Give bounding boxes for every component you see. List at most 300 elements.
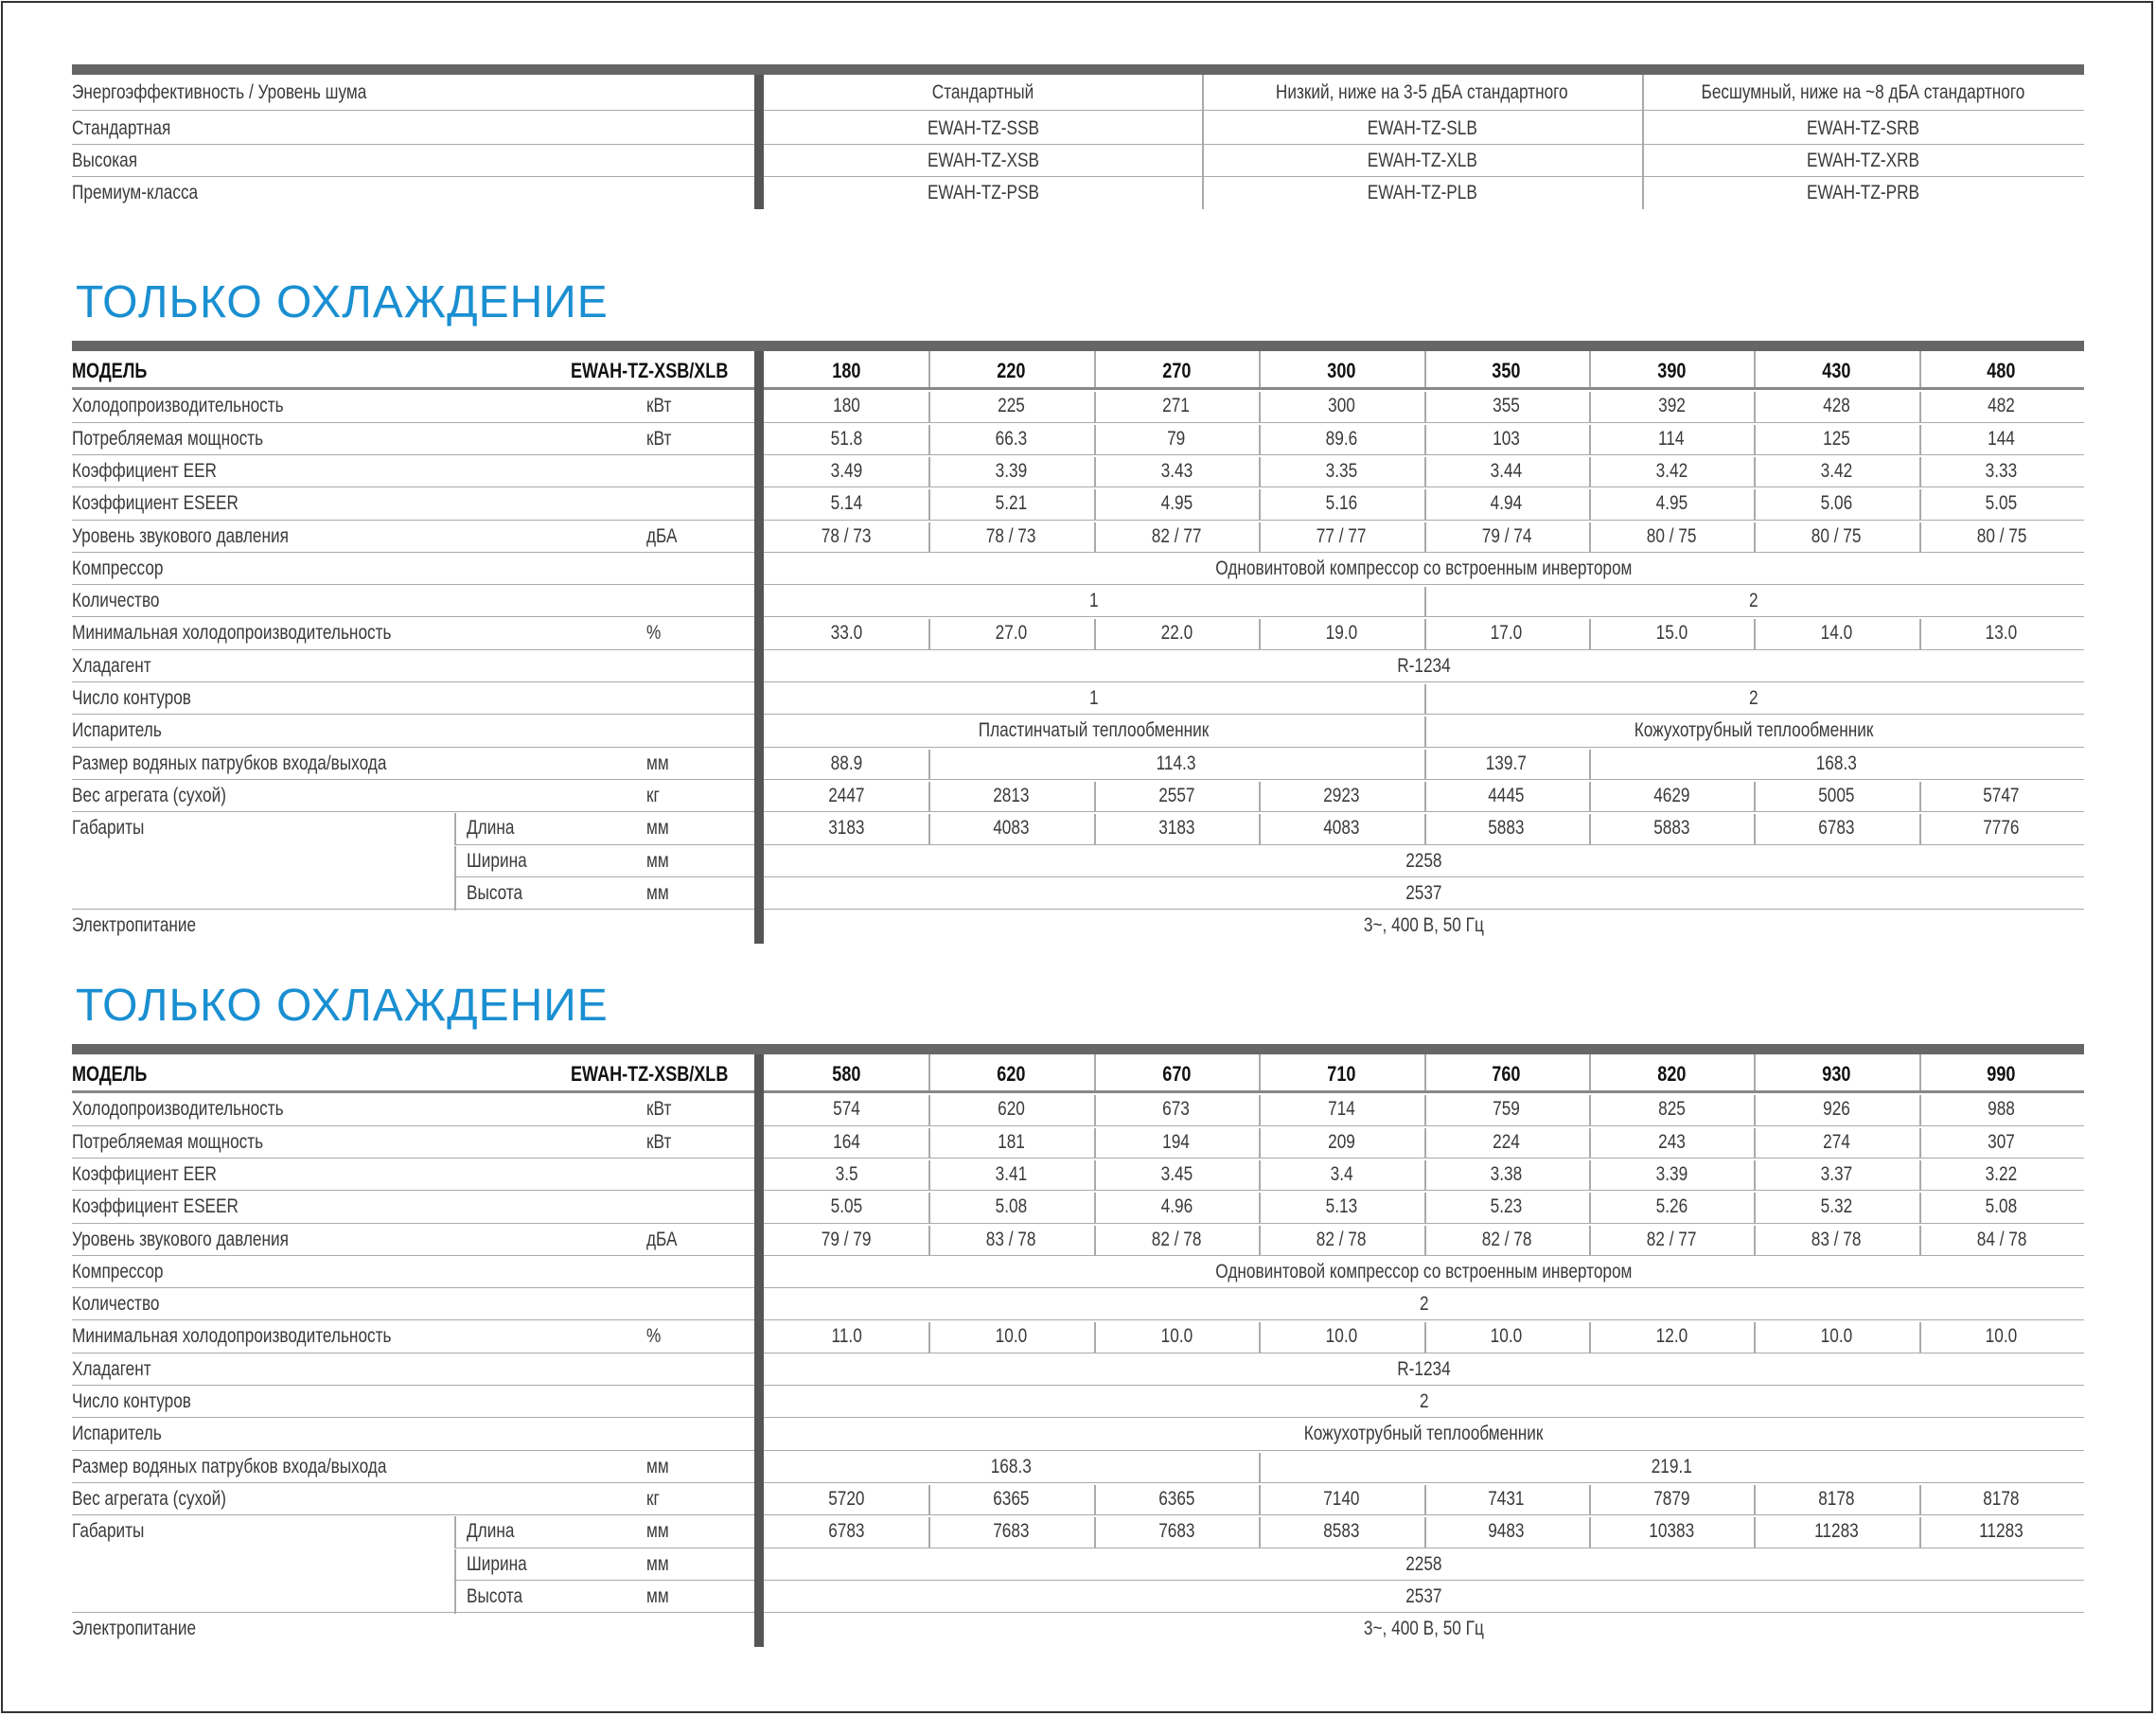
value-cell [928,521,1093,553]
value-cell [928,1159,1093,1191]
row-label: Холодопроизводительность [72,1098,284,1121]
model-col-divider [1919,351,1921,387]
value-cell-text: 428 [1823,395,1850,417]
model-col-divider [928,1054,930,1090]
row-unit: кВт [646,395,672,417]
value-cell [1919,455,2084,487]
value-cell [1259,390,1423,422]
value-cell-text: 3.39 [995,459,1028,482]
model-column-header [1259,355,1423,387]
model-column-header [1424,355,1589,387]
value-cell-text: 19.0 [1325,622,1358,645]
legend-row-label: Стандартная [72,117,171,139]
value-cell-text: 5720 [828,1487,865,1510]
row-sublabel: Длина [467,817,515,840]
row-label: Испаритель [72,719,162,742]
value-cell-text: 2537 [1405,881,1442,904]
value-cell [1919,487,2084,520]
value-cell [928,423,1093,455]
legend-cell [764,113,1202,145]
value-cell [764,1126,928,1159]
value-cell [764,1191,928,1223]
row-unit: % [646,1325,662,1348]
value-cell-text: 114 [1658,427,1685,450]
value-cell-text: 8178 [1983,1487,2020,1510]
model-column-header [1754,1058,1918,1090]
value-cell-text: 3.38 [1490,1162,1523,1185]
model-column-header [1259,1058,1423,1090]
value-cell [1094,812,1259,844]
legend-cell [764,145,1202,177]
row-label: Минимальная холодопроизводительность [72,1325,392,1348]
value-cell [1754,1093,1918,1125]
sub-divider [454,1582,456,1614]
row-unit: дБА [646,524,678,547]
sub-divider [454,878,456,911]
value-cell [1919,1093,2084,1125]
value-cell-text: 2258 [1405,1552,1442,1575]
value-cell [1094,423,1259,455]
value-cell-text: 3.44 [1490,459,1523,482]
value-cell [1919,423,2084,455]
model-column-header-text: 670 [1161,1062,1191,1086]
model-col-divider [928,351,930,387]
legend-cell [764,177,1202,209]
value-cell [1424,585,2085,617]
value-cell [1424,423,1589,455]
value-cell-text: 12.0 [1655,1325,1688,1348]
legend-cell [1202,177,1642,209]
row-unit: кВт [646,1098,672,1121]
value-cell-text: 274 [1823,1130,1850,1153]
model-column-header [1919,355,2084,387]
value-cell [764,1451,1259,1483]
sub-divider [454,846,456,878]
value-cell [1094,390,1259,422]
value-cell-text: 10.0 [1325,1325,1358,1348]
row-sublabel: Ширина [467,849,527,872]
value-cell [1754,1126,1918,1159]
value-cell-text: 3.49 [830,459,862,482]
value-cell [1094,1515,1259,1548]
value-cell [764,1093,928,1125]
value-cell [1094,1126,1259,1159]
value-cell-text: 2537 [1405,1584,1442,1607]
model-column-header [1094,1058,1259,1090]
table-divider [754,1054,764,1647]
value-cell [1259,1451,2084,1483]
value-cell [928,487,1093,520]
value-cell [1259,521,1423,553]
value-cell [1754,521,1918,553]
value-cell [764,650,2084,682]
row-label: Холодопроизводительность [72,395,284,417]
row-unit: мм [646,752,669,774]
value-cell-text: 144 [1988,427,2016,450]
value-cell [1589,1320,1754,1353]
value-cell [764,1581,2084,1613]
value-cell-text: 139.7 [1486,752,1528,774]
value-cell [1919,1483,2084,1515]
row-sublabel: Высота [467,1584,523,1607]
value-cell-text: 7140 [1323,1487,1360,1510]
value-cell [764,1224,928,1256]
legend-cell-text: EWAH-TZ-SSB [927,117,1039,139]
value-cell-text: 6365 [1158,1487,1195,1510]
legend-row-label: Высокая [72,150,138,171]
value-cell-text: 3183 [828,817,865,840]
value-cell [1094,1159,1259,1191]
value-cell-text: 22.0 [1160,622,1193,645]
value-cell [764,780,928,812]
value-cell-text: 3.43 [1160,459,1193,482]
value-cell [1424,1515,1589,1548]
value-cell [1589,812,1754,844]
row-label: Коэффициент EER [72,459,218,482]
value-cell-text: 224 [1493,1130,1521,1153]
row-unit: мм [646,1584,669,1607]
legend-cell-text: EWAH-TZ-XSB [927,150,1039,171]
value-cell-text: 3.35 [1325,459,1358,482]
value-cell [928,1515,1093,1548]
legend-header-3-text: Бесшумный, ниже на ~8 дБА стандартного [1701,81,2025,103]
value-cell [764,812,928,844]
legend-col-divider [1642,75,1644,209]
value-cell-text: 80 / 75 [1646,524,1697,547]
model-column-header-text: 350 [1492,359,1521,382]
value-cell [764,585,1424,617]
value-cell [1094,1191,1259,1223]
value-cell [764,1256,2084,1288]
model-column-header [928,355,1093,387]
value-cell [1424,390,1589,422]
value-cell [1589,390,1754,422]
value-cell-text: 7879 [1652,1487,1690,1510]
model-column-header [764,355,928,387]
legend-cell [1642,145,2084,177]
value-cell [1424,682,2085,715]
section-title: ТОЛЬКО ОХЛАЖДЕНИЕ [76,981,609,1031]
legend-cell [1202,113,1642,145]
value-cell-text: 89.6 [1325,427,1358,450]
legend-header-1-text: Стандартный [931,81,1034,103]
value-cell-text: 3.42 [1655,459,1688,482]
value-cell [764,1418,2084,1450]
value-cell-text: 11.0 [831,1325,862,1348]
value-cell-text: 714 [1327,1098,1355,1121]
value-cell [1589,1126,1754,1159]
value-cell [764,682,1424,715]
value-cell [1919,812,2084,844]
row-sublabel: Длина [467,1520,515,1543]
row-label: Число контуров [72,1390,191,1412]
value-cell-text: 5.06 [1820,492,1853,515]
value-cell [1754,780,1918,812]
legend-cell-text: EWAH-TZ-SLB [1367,117,1477,139]
value-cell-text: 164 [832,1130,860,1153]
row-label: Хладагент [72,654,151,677]
value-cell [928,390,1093,422]
value-cell [928,1093,1093,1125]
value-cell-text: 51.8 [830,427,862,450]
value-cell [764,617,928,649]
value-cell-text: 219.1 [1651,1455,1692,1477]
value-cell [1589,1159,1754,1191]
value-cell [764,1288,2084,1320]
value-cell-text: 2 [1749,687,1759,709]
row-label: Число контуров [72,687,191,709]
row-label: Потребляемая мощность [72,427,264,450]
value-cell [928,1320,1093,1353]
value-cell-text: 2 [1419,1293,1429,1316]
value-cell-text: 3.4 [1330,1162,1353,1185]
row-sublabel: Высота [467,881,523,904]
value-cell-text: 78 / 73 [986,524,1036,547]
value-cell [1424,1191,1589,1223]
model-series: EWAH-TZ-XSB/XLB [571,359,729,382]
model-column-header-text: 180 [832,359,861,382]
value-cell [1094,780,1259,812]
value-cell-text: 5.08 [995,1195,1028,1218]
value-cell-text: 27.0 [995,622,1028,645]
row-label: Электропитание [72,1618,197,1640]
value-cell [1424,1159,1589,1191]
value-cell-text: 4.94 [1490,492,1523,515]
value-cell-text: 4083 [1323,817,1360,840]
value-cell-text: 82 / 78 [1481,1228,1532,1250]
value-cell-text: Одновинтовой компрессор со встроенным инвертором [1215,557,1633,579]
row-unit: мм [646,1552,669,1575]
value-cell-text: 2813 [993,784,1030,806]
legend-header-1 [764,77,1202,109]
model-column-header-text: 990 [1987,1062,2016,1086]
value-cell-text: 225 [998,395,1025,417]
value-cell-text: 82 / 77 [1151,524,1202,547]
value-cell [764,715,1424,747]
row-unit: мм [646,1455,669,1477]
value-cell [1589,487,1754,520]
value-cell-text: 355 [1493,395,1521,417]
value-cell-text: 4445 [1488,784,1525,806]
value-cell [1094,1224,1259,1256]
value-cell-text: 2923 [1323,784,1360,806]
value-cell [1094,1320,1259,1353]
value-cell [764,845,2084,877]
value-cell-text: 80 / 75 [1811,524,1862,547]
value-cell [1259,617,1423,649]
row-unit: мм [646,1520,669,1543]
model-col-divider [1259,351,1261,387]
value-cell-text: 5747 [1983,784,2020,806]
model-column-header [1424,1058,1589,1090]
value-cell-text: 10.0 [1986,1325,2018,1348]
value-cell [764,521,928,553]
row-label: Коэффициент EER [72,1162,218,1185]
legend-cell-text: EWAH-TZ-PLB [1367,182,1477,203]
value-cell-text: 5883 [1488,817,1525,840]
value-cell [928,1483,1093,1515]
row-label: Габариты [72,1520,145,1543]
table-divider [754,351,764,944]
value-cell-text: 78 / 73 [821,524,872,547]
value-cell-text: 11283 [1814,1520,1859,1543]
value-cell [1754,487,1918,520]
value-cell-text: 3.41 [995,1162,1028,1185]
value-cell-text: 4629 [1652,784,1690,806]
model-column-header [764,1058,928,1090]
section-title: ТОЛЬКО ОХЛАЖДЕНИЕ [76,277,609,327]
value-cell-text: 5.14 [830,492,862,515]
value-cell-text: 5.13 [1325,1195,1358,1218]
value-cell-text: 307 [1988,1130,2016,1153]
legend-header-3 [1642,77,2084,109]
value-cell-text: 2258 [1405,849,1442,872]
value-cell [1919,1320,2084,1353]
value-cell [764,553,2084,585]
value-cell [1424,1483,1589,1515]
value-cell [764,1353,2084,1386]
value-cell-text: 15.0 [1655,622,1688,645]
value-cell [928,1126,1093,1159]
value-cell-text: Кожухотрубный теплообменник [1304,1423,1544,1445]
value-cell-text: 209 [1327,1130,1355,1153]
value-cell [1919,521,2084,553]
value-cell-text: 10.0 [1820,1325,1853,1348]
value-cell [1919,1126,2084,1159]
value-cell-text: 3.22 [1986,1162,2018,1185]
value-cell-text: R-1234 [1397,1357,1451,1380]
value-cell [1259,1191,1423,1223]
value-cell-text: 88.9 [830,752,862,774]
value-cell [1259,1320,1423,1353]
value-cell-text: 84 / 78 [1976,1228,2027,1250]
value-cell [1589,617,1754,649]
value-cell-text: 79 / 79 [821,1228,872,1250]
value-cell [1919,617,2084,649]
value-cell [1094,1093,1259,1125]
value-cell [764,910,2084,942]
value-cell-text: 10.0 [995,1325,1028,1348]
model-col-divider [1424,1054,1426,1090]
value-cell-text: 3.33 [1986,459,2018,482]
value-cell-text: 300 [1327,395,1355,417]
value-cell [1424,1224,1589,1256]
value-cell-text: 168.3 [991,1455,1033,1477]
value-cell [1259,780,1423,812]
value-cell-text: 4.95 [1655,492,1688,515]
value-cell-text: 8178 [1818,1487,1855,1510]
value-cell-text: 17.0 [1490,622,1523,645]
value-cell [1919,780,2084,812]
value-cell [1589,1483,1754,1515]
value-cell-text: 11283 [1979,1520,2024,1543]
value-cell-text: 1 [1088,590,1099,612]
value-cell [1259,1224,1423,1256]
value-cell [1259,812,1423,844]
value-cell [928,1224,1093,1256]
value-cell-text: 79 / 74 [1481,524,1532,547]
value-cell [1424,812,1589,844]
value-cell [764,1159,928,1191]
value-cell-text: 83 / 78 [1811,1228,1862,1250]
value-cell-text: 5.23 [1490,1195,1523,1218]
value-cell [1589,423,1754,455]
model-series: EWAH-TZ-XSB/XLB [571,1062,729,1086]
value-cell [1424,1320,1589,1353]
value-cell-text: 8583 [1323,1520,1360,1543]
row-label: Коэффициент ESEER [72,492,239,515]
row-label: Компрессор [72,557,164,579]
value-cell [1754,1191,1918,1223]
value-cell-text: Пластинчатый теплообменник [978,719,1210,742]
model-column-header [1754,355,1918,387]
value-cell-text: 7683 [993,1520,1030,1543]
value-cell [1589,748,2084,780]
row-unit: мм [646,881,669,904]
row-label: Испаритель [72,1423,162,1445]
model-column-header-text: 300 [1327,359,1356,382]
row-label: Уровень звукового давления [72,1228,289,1250]
model-column-header [1589,355,1754,387]
legend-cell [1642,177,2084,209]
value-cell-text: 5.05 [830,1195,862,1218]
legend-cell-text: EWAH-TZ-SRB [1807,117,1919,139]
row-label: Уровень звукового давления [72,524,289,547]
value-cell [764,1483,928,1515]
value-cell [1754,1159,1918,1191]
value-cell-text: 5883 [1652,817,1690,840]
legend-cell-text: EWAH-TZ-XRB [1807,150,1919,171]
value-cell [1259,423,1423,455]
value-cell-text: 3.42 [1820,459,1853,482]
value-cell-text: 574 [832,1098,860,1121]
value-cell [1754,390,1918,422]
value-cell [764,1613,2084,1645]
value-cell-text: 759 [1493,1098,1521,1121]
model-col-divider [1424,351,1426,387]
row-label: Размер водяных патрубков входа/выхода [72,752,387,774]
value-cell-text: 103 [1493,427,1521,450]
value-cell [764,1320,928,1353]
value-cell [1424,780,1589,812]
model-label: МОДЕЛЬ [72,1062,148,1086]
model-column-header-text: 580 [832,1062,861,1086]
value-cell [1094,617,1259,649]
row-label: Габариты [72,817,145,840]
value-cell-text: 3.45 [1160,1162,1193,1185]
value-cell [764,390,928,422]
value-cell [1919,1191,2084,1223]
value-cell-text: 7776 [1983,817,2020,840]
value-cell [1424,487,1589,520]
value-cell [928,748,1423,780]
sub-divider [454,1549,456,1582]
value-cell-text: 5.16 [1325,492,1358,515]
row-unit: кг [646,1487,660,1510]
value-cell-text: 926 [1823,1098,1850,1121]
model-column-header-text: 620 [997,1062,1026,1086]
value-cell-text: Кожухотрубный теплообменник [1634,719,1874,742]
value-cell [1259,487,1423,520]
value-cell-text: 79 [1167,427,1186,450]
value-cell [764,455,928,487]
value-cell [1919,1515,2084,1548]
value-cell-text: 82 / 77 [1646,1228,1697,1250]
legend-header-2 [1202,77,1642,109]
model-col-divider [1094,351,1096,387]
row-unit: кВт [646,1130,672,1153]
value-cell [1094,1483,1259,1515]
